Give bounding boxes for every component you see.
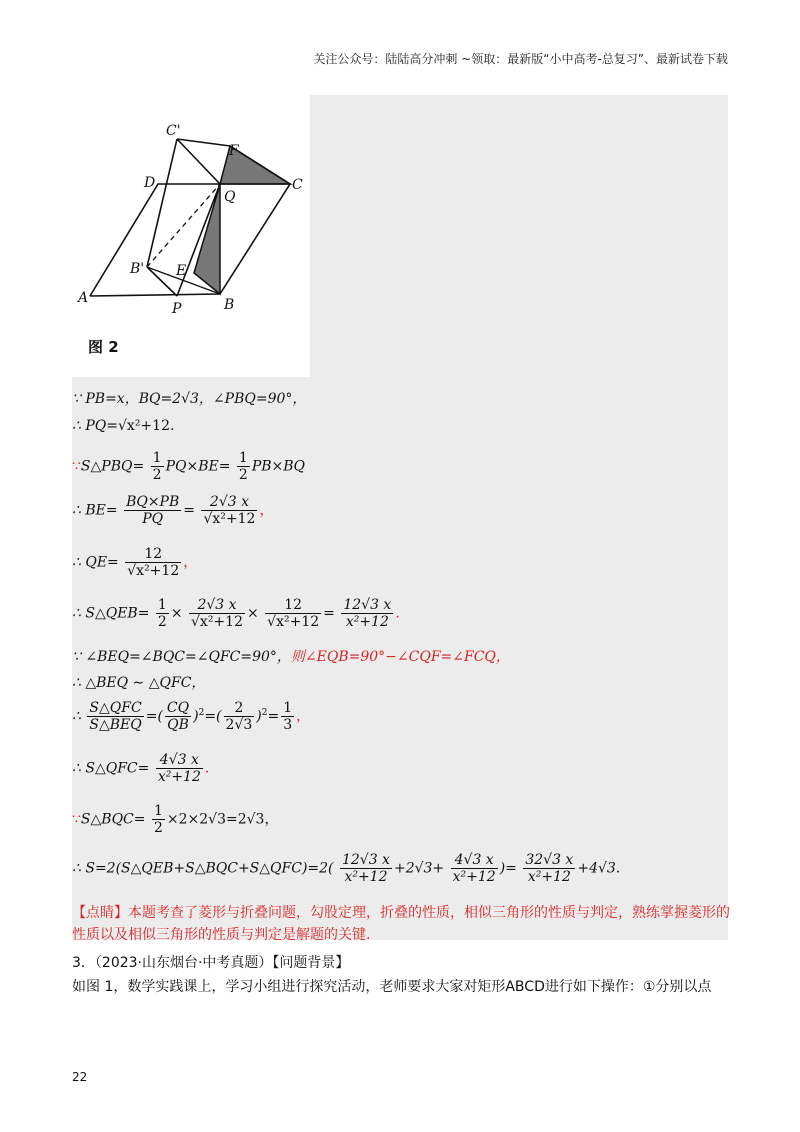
page-header: 关注公众号：陆陆高分冲刺 ~领取：最新版“小中高考-总复习”、最新试卷下载 xyxy=(313,52,728,66)
line-11: ∵S△BQC= $\frac{1}{2}$ ×2×2√3=2√3， xyxy=(72,803,279,836)
figure-2 xyxy=(72,95,310,377)
figure-caption: 图 2 xyxy=(88,338,119,356)
label-b-prime: B' xyxy=(130,261,145,277)
key-point-note: 【点睛】本题考查了菱形与折叠问题，勾股定理，折叠的性质，相似三角形的性质与判定，熟练掌握菱形的性质以及相似三角形的性质与判定是解题的关键. xyxy=(72,905,730,943)
label-f: F xyxy=(229,143,239,159)
problem-title: 3．（2023·山东烟台·中考真题）【问题背景】 xyxy=(72,955,350,971)
shaded-triangle-qeb xyxy=(194,184,220,294)
line-1: ∵ PB=x，BQ=2√3，∠PBQ=90°， xyxy=(72,391,307,407)
rhombus-abcd xyxy=(90,184,290,296)
label-a: A xyxy=(78,290,89,306)
label-b: B xyxy=(224,297,235,313)
page-number: 22 xyxy=(72,1070,88,1084)
label-p: P xyxy=(172,301,182,317)
label-d: D xyxy=(144,175,156,191)
edge-c-prime-b-prime xyxy=(147,139,177,267)
problem-text: 如图 1，数学实践课上，学习小组进行探究活动，老师要求大家对矩形ABCD进行如下操作：①分别以点 xyxy=(72,979,712,995)
line-2: ∴ PQ=√x²+12. xyxy=(72,418,175,434)
rhombus-fold-diagram xyxy=(72,95,310,377)
label-c: C xyxy=(292,177,303,193)
label-e: E xyxy=(176,263,187,279)
line-5: ∴ QE= $\frac{12}{\text{√x²+12}}$ ， xyxy=(72,546,198,579)
label-c-prime: C' xyxy=(166,123,181,139)
label-q: Q xyxy=(224,189,236,205)
line-8: ∴ △BEQ ∼ △QFC， xyxy=(72,675,206,691)
edge-b-prime-p xyxy=(147,267,177,296)
line-3: ∵S△PBQ= $\frac{1}{2}$ PQ×BE= $\frac{1}{2}$ PB×BQ xyxy=(72,450,306,483)
line-6: ∴ S△QEB= $\frac{1}{2}$ × $\frac{2√3 x}{\text{√x²+12}}$ × $\frac{12}{\text{√x²+12}}$ = $\frac{12√3 x}{\text{x²+12}}$ . xyxy=(72,597,400,630)
line-12: ∴ S=2(S△QEB+S△BQC+S△QFC)=2( $\frac{12√3 x}{\text{x²+12}}$ +2√3+ $\frac{4√3 x}{\text{x²+12}}$ )= $\frac{32√3 x}{\text{x²+12}}$ +4√3. xyxy=(72,852,621,885)
edge-c-prime-q xyxy=(177,139,220,184)
line-10: ∴ S△QFC= $\frac{4√3 x}{\text{x²+12}}$ . xyxy=(72,752,210,785)
line-7: ∵ ∠BEQ=∠BQC=∠QFC=90°，则∠EQB=90°−∠CQF=∠FCQ， xyxy=(72,649,510,665)
line-4: ∴ BE= $\frac{BQ\times PB}{PQ}$ = $\frac{2√3 x}{\text{√x²+12}}$ ， xyxy=(72,494,274,527)
line-9: ∴ $\frac{\text{S△QFC}}{\text{S△BEQ}}$ =( $\frac{CQ}{QB}$ )$^2$=( $\frac{2}{2√3}$ )$^2$= $\frac{1}{3}$ ， xyxy=(72,700,311,733)
